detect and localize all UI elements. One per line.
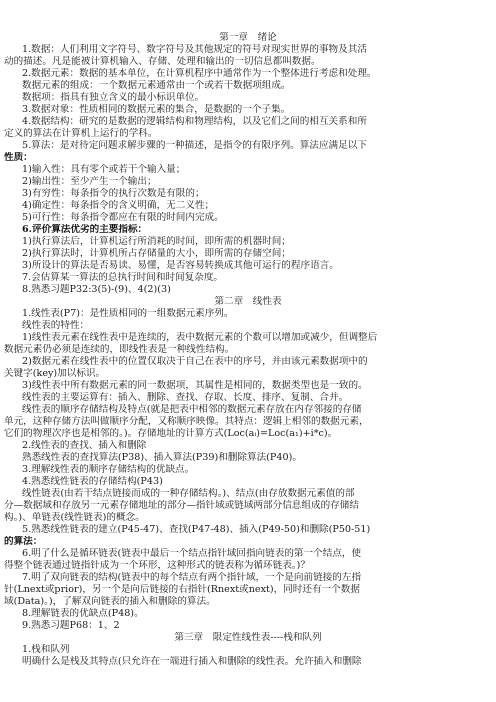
text-line: 动的描述。凡是能被计算机输入、存储、处理和输出的一切信息都叫数据。 xyxy=(4,56,321,67)
text-line: 4.数据结构：研究的是数据的逻辑结构和物理结构，以及它们之间的相互关系和所 xyxy=(22,116,367,127)
text-line: 明确什么是栈及其特点(只允许在一端进行插入和删除的线性表。允许插入和删除 xyxy=(22,656,362,667)
text-line: 5.算法：是对待定问题求解步骤的一种描述，是指令的有限序列。算法应满足以下 xyxy=(22,140,367,151)
text-line: 单元，这种存储方法叫做顺序分配，又称顺序映像。其特点：逻辑上相邻的数据元素， xyxy=(4,416,369,427)
text-line: 4.熟悉线性链表的存储结构(P43) xyxy=(22,476,163,487)
text-line: 3)所设计的算法是否易读、易懂，是否容易转换成其他可运行的程序语言。 xyxy=(22,260,339,271)
text-line: 线性表的主要运算有：插入、删除、查找、存取、长度、排序、复制、合并。 xyxy=(22,392,349,403)
text-line: 数据元素的组成：一个数据元素通常由一个或若干数据项组成。 xyxy=(22,80,291,91)
text-line: 线性链表(由若干结点链接而成的一种存储结构。)、结点(由存放数据元素值的部 xyxy=(22,488,355,499)
text-line: 熟悉线性表的查找算法(P38)、插入算法(P39)和删除算法(P40)。 xyxy=(22,452,302,463)
text-line: 3.理解线性表的顺序存储结构的优缺点。 xyxy=(22,464,195,475)
text-line: 数据项：指具有独立含义的最小标识单位。 xyxy=(22,92,205,103)
text-line: 6.明了什么是循环链表(链表中最后一个结点指针域回指向链表的第一个结点，使 xyxy=(22,548,362,559)
text-line: 8.熟悉习题P32:3(5)-(9)、4(2)(3) xyxy=(22,284,171,295)
text-line: 1.线性表(P7)：是性质相同的一组数据元素序列。 xyxy=(22,308,234,319)
text-line: 线性表的顺序存储结构及特点(就是把表中相邻的数据元素存放在内存邻接的存储 xyxy=(22,404,362,415)
text-line: 域(Data)。)，了解双向链表的插入和删除的算法。 xyxy=(4,596,216,607)
text-line: 性质： xyxy=(4,152,33,163)
chapter-3-title: 第三章 限定性线性表----栈和队列 xyxy=(174,632,322,643)
text-line: 定义的算法在计算机上运行的学科。 xyxy=(4,128,158,139)
text-line: 2)输出性：至少产生一个输出； xyxy=(22,176,157,187)
text-line: 4)确定性：每条指令的含义明确，无二义性； xyxy=(22,200,215,211)
text-line: 得整个链表通过链指针成为一个环形，这种形式的链表称为循环链表。)？ xyxy=(4,560,310,571)
text-line: 数据元素仍必须是连续的，即线性表是一种线性结构。 xyxy=(4,344,235,355)
text-line: 3)线性表中所有数据元素的同一数据项，其属性是相同的，数据类型也是一致的。 xyxy=(22,380,368,391)
text-line: 关键字(key)加以标识。 xyxy=(4,368,106,379)
text-line: 1)执行算法后，计算机运行所消耗的时间，即所需的机器时间； xyxy=(22,236,291,247)
text-line: 线性表的特性： xyxy=(22,320,90,331)
text-line: 7.明了双向链表的结构(链表中的每个结点有两个指针域，一个是向前链接的左指 xyxy=(22,572,362,583)
text-line: 针(Lnext或prior)，另一个是向后链接的右指针(Rnext或next)，同时还有一个数据 xyxy=(4,584,360,595)
text-line: 它们的物理次序也是相邻的。)。存储地址的计算方式(Loc(aᵢ)=Loc(a₁)+i*c)。 xyxy=(4,428,338,439)
text-line: 3)有穷性：每条指令的执行次数是有限的； xyxy=(22,188,205,199)
text-line: 1.栈和队列 xyxy=(22,644,70,655)
text-line: 7.会估算某一算法的总执行时间和时间复杂度。 xyxy=(22,272,224,283)
text-line: 3.数据对象：性质相同的数据元素的集合，是数据的一个子集。 xyxy=(22,104,291,115)
text-line: 2.数据元素：数据的基本单位，在计算机程序中通常作为一个整体进行考虑和处理。 xyxy=(22,68,377,79)
text-line: 1)输入性：具有零个或若干个输入量； xyxy=(22,164,186,175)
text-line: 6.评价算法优劣的主要指标： xyxy=(22,224,148,235)
text-line: 8.理解链表的优缺点(P48)。 xyxy=(22,608,144,619)
chapter-2-title: 第二章 线性表 xyxy=(214,296,282,307)
text-line: 1)线性表元素在线性表中是连续的，表中数据元素的个数可以增加或减少，但调整后 xyxy=(22,332,378,343)
text-line: 的算法： xyxy=(4,536,43,547)
text-line: 2)数据元素在线性表中的位置仅取决于自己在表中的序号，并由该元素数据项中的 xyxy=(22,356,368,367)
text-line: 5.熟悉线性链表的建立(P45-47)、查找(P47-48)、插入(P49-50)和删除(P50-51) xyxy=(22,524,371,535)
text-line: 9.熟悉习题P68：1、2 xyxy=(22,620,120,631)
text-line: 1.数据：人们利用文字符号、数字符号及其他规定的符号对现实世界的事物及其活 xyxy=(22,44,367,55)
text-line: 2.线性表的查找、插入和删除 xyxy=(22,440,147,451)
chapter-1-title: 第一章 绪论 xyxy=(219,32,277,43)
text-line: 2)执行算法时，计算机所占存储量的大小，即所需的存储空间； xyxy=(22,248,291,259)
text-line: 5)可行性：每条指令都应在有限的时间内完成。 xyxy=(22,212,224,223)
text-line: 分—数据域和存放另一元素存储地址的部分—指针域或链域两部分信息组成的存储结 xyxy=(4,500,359,511)
text-line: 构。)、单链表(线性链表)的概念。 xyxy=(4,512,145,523)
